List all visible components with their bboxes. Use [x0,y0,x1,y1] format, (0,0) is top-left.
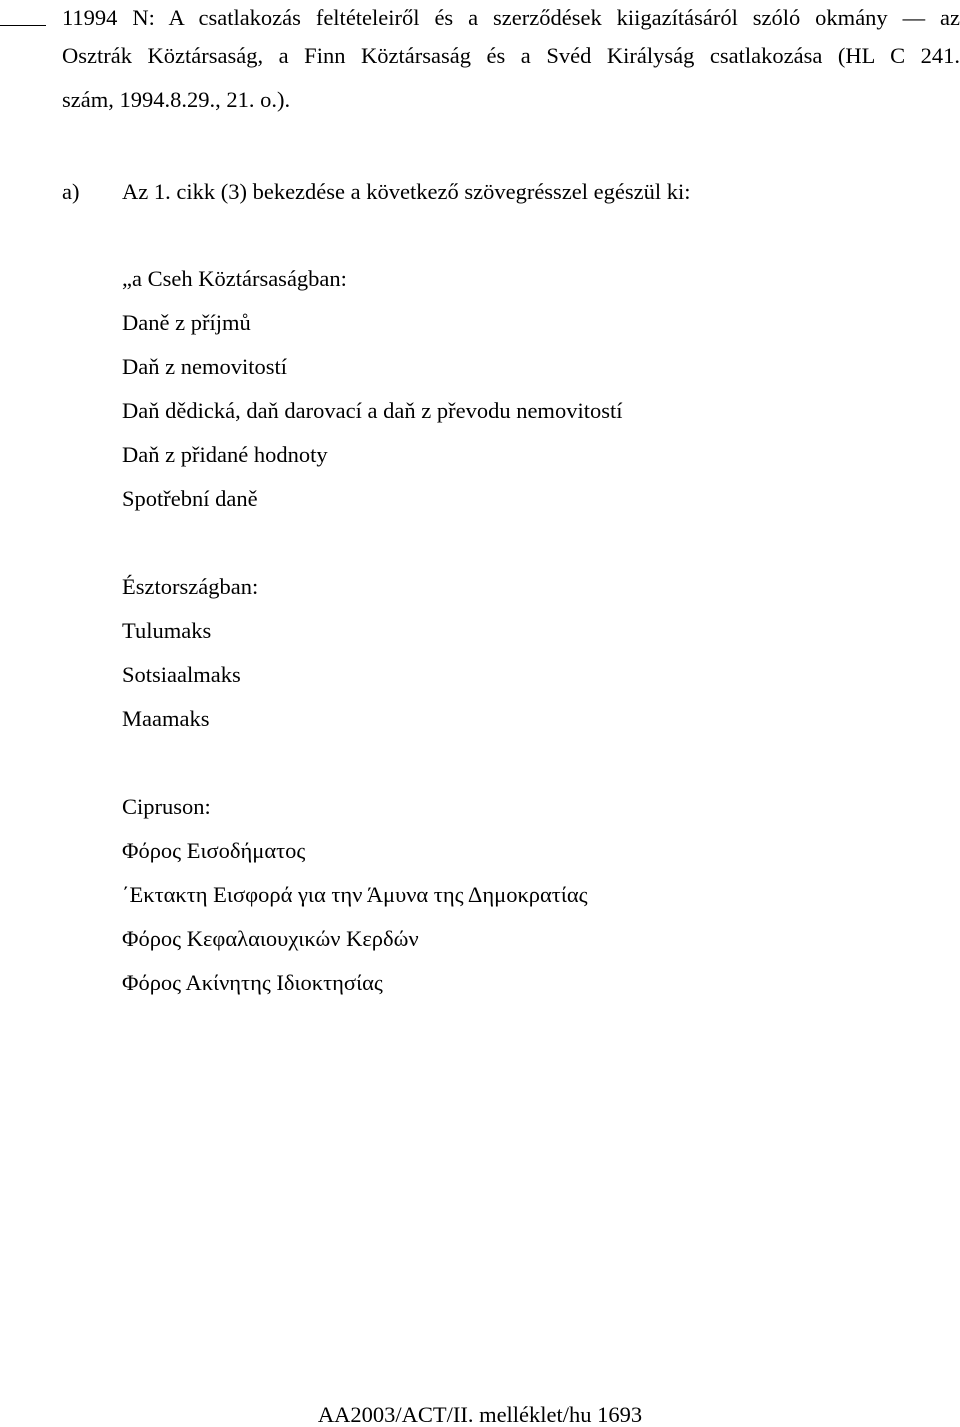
estonia-item-3: Maamaks [122,706,210,731]
czech-item-1: Daně z příjmů [122,310,251,335]
cyprus-item-3: Φόρος Κεφαλαιουχικών Κερδών [122,926,419,951]
cyprus-item-4: Φόρος Ακίνητης Ιδιοκτησίας [122,970,383,995]
dash-rule [0,25,46,26]
item-a-label: a) [62,179,80,204]
czech-item-3: Daň dědická, daň darovací a daň z převodu nemovitostí [122,398,623,423]
intro-line-3: szám, 1994.8.29., 21. o.). [62,87,291,112]
intro-line-2: Osztrák Köztársaság, a Finn Köztársaság és a Svéd Királyság csatlakozása (HL C 241. [62,43,960,68]
cyprus-item-2: ΄Εκτακτη Εισφορά για την Άμυνα της Δημοκρατίας [122,882,588,907]
intro-line-1: 11994 N: A csatlakozás feltételeiről és a szerződések kiigazításáról szóló okmány — az [62,5,960,30]
czech-item-5: Spotřební daně [122,486,258,511]
estonia-item-1: Tulumaks [122,618,212,643]
cyprus-item-1: Φόρος Εισοδήματος [122,838,306,863]
page-footer: AA2003/ACT/II. melléklet/hu 1693 [317,1402,643,1427]
item-a-text: Az 1. cikk (3) bekezdése a következő szövegrésszel egészül ki: [122,179,691,204]
czech-heading: „a Cseh Köztársaságban: [122,266,347,291]
czech-item-2: Daň z nemovitostí [122,354,287,379]
cyprus-heading: Cipruson: [122,794,211,819]
estonia-heading: Észtországban: [122,574,259,599]
czech-item-4: Daň z přidané hodnoty [122,442,328,467]
estonia-item-2: Sotsiaalmaks [122,662,241,687]
